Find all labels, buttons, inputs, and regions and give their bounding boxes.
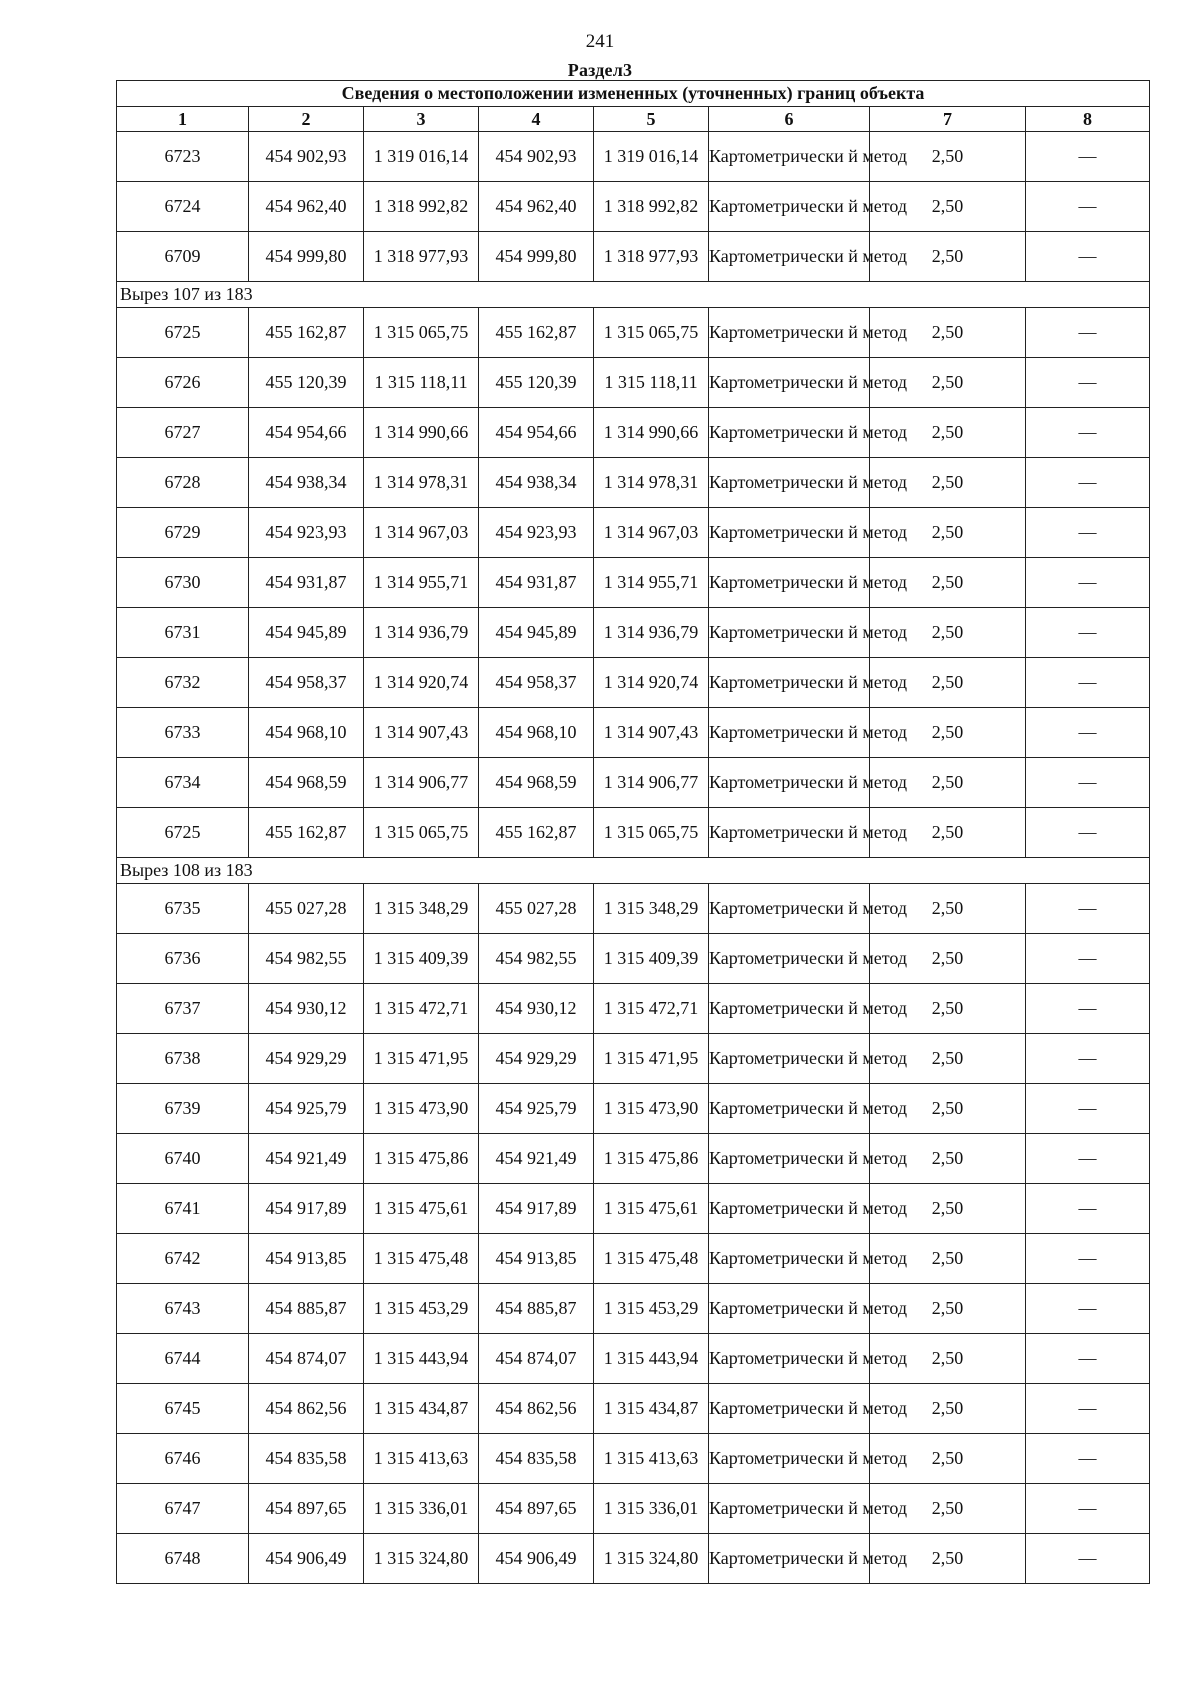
cell-method: Картометрически й метод [709,884,870,934]
cell-y-existing: 1 314 967,03 [364,508,479,558]
table-row [117,232,1150,282]
cell-x-new: 454 968,59 [479,758,594,808]
cell-accuracy: 2,50 [870,1384,1026,1434]
table-row [117,1084,1150,1134]
column-header: 5 [594,107,709,132]
cell-description: — [1026,884,1150,934]
cell-x-new: 454 835,58 [479,1434,594,1484]
group-header-row [117,858,1150,884]
cell-x-existing: 454 897,65 [249,1484,364,1534]
table-row [117,132,1150,182]
cell-accuracy: 2,50 [870,808,1026,858]
table-row [117,458,1150,508]
cell-accuracy: 2,50 [870,1234,1026,1284]
table-row [117,358,1150,408]
cell-method: Картометрически й метод [709,458,870,508]
cell-point-number: 6709 [117,232,249,282]
cell-accuracy: 2,50 [870,232,1026,282]
cell-y-existing: 1 314 907,43 [364,708,479,758]
table-row [117,408,1150,458]
cell-accuracy: 2,50 [870,658,1026,708]
cell-point-number: 6735 [117,884,249,934]
cell-description: — [1026,758,1150,808]
table-row [117,1384,1150,1434]
cell-point-number: 6726 [117,358,249,408]
column-header: 3 [364,107,479,132]
cell-accuracy: 2,50 [870,358,1026,408]
cell-point-number: 6734 [117,758,249,808]
cell-description: — [1026,1084,1150,1134]
cell-x-existing: 454 906,49 [249,1534,364,1584]
cell-y-new: 1 315 453,29 [594,1284,709,1334]
cell-method: Картометрически й метод [709,1134,870,1184]
cell-point-number: 6743 [117,1284,249,1334]
cell-y-new: 1 315 473,90 [594,1084,709,1134]
column-header: 2 [249,107,364,132]
group-label: Вырез 107 из 183 [117,282,1150,308]
cell-point-number: 6725 [117,808,249,858]
cell-method: Картометрически й метод [709,1034,870,1084]
cell-method: Картометрически й метод [709,1384,870,1434]
cell-x-existing: 454 885,87 [249,1284,364,1334]
table-row [117,984,1150,1034]
cell-x-existing: 454 999,80 [249,232,364,282]
cell-description: — [1026,408,1150,458]
cell-y-new: 1 319 016,14 [594,132,709,182]
table-row [117,1184,1150,1234]
cell-y-new: 1 318 992,82 [594,182,709,232]
cell-description: — [1026,182,1150,232]
cell-method: Картометрически й метод [709,984,870,1034]
cell-x-new: 454 923,93 [479,508,594,558]
cell-y-new: 1 315 065,75 [594,808,709,858]
cell-method: Картометрически й метод [709,1184,870,1234]
cell-point-number: 6744 [117,1334,249,1384]
cell-x-existing: 454 902,93 [249,132,364,182]
table-row [117,1434,1150,1484]
cell-point-number: 6730 [117,558,249,608]
cell-method: Картометрически й метод [709,608,870,658]
cell-x-existing: 454 931,87 [249,558,364,608]
cell-point-number: 6738 [117,1034,249,1084]
cell-accuracy: 2,50 [870,608,1026,658]
cell-accuracy: 2,50 [870,1134,1026,1184]
cell-y-new: 1 315 413,63 [594,1434,709,1484]
cell-x-existing: 454 954,66 [249,408,364,458]
cell-x-new: 454 897,65 [479,1484,594,1534]
table-row [117,884,1150,934]
cell-y-existing: 1 315 472,71 [364,984,479,1034]
cell-x-new: 454 968,10 [479,708,594,758]
cell-method: Картометрически й метод [709,232,870,282]
cell-y-new: 1 314 907,43 [594,708,709,758]
coordinates-table [116,80,1150,1584]
cell-y-existing: 1 315 348,29 [364,884,479,934]
cell-y-existing: 1 314 990,66 [364,408,479,458]
section-title: Раздел3 [567,60,633,80]
cell-x-existing: 454 945,89 [249,608,364,658]
cell-y-existing: 1 315 118,11 [364,358,479,408]
cell-y-new: 1 318 977,93 [594,232,709,282]
group-header-row [117,282,1150,308]
cell-point-number: 6731 [117,608,249,658]
cell-y-new: 1 315 434,87 [594,1384,709,1434]
cell-x-new: 454 906,49 [479,1534,594,1584]
cell-method: Картометрически й метод [709,658,870,708]
cell-x-existing: 454 917,89 [249,1184,364,1234]
cell-accuracy: 2,50 [870,758,1026,808]
cell-method: Картометрически й метод [709,1284,870,1334]
cell-accuracy: 2,50 [870,1484,1026,1534]
cell-y-existing: 1 314 955,71 [364,558,479,608]
cell-y-existing: 1 318 992,82 [364,182,479,232]
column-header: 4 [479,107,594,132]
cell-x-new: 454 999,80 [479,232,594,282]
cell-x-new: 455 162,87 [479,308,594,358]
cell-x-existing: 454 929,29 [249,1034,364,1084]
cell-point-number: 6746 [117,1434,249,1484]
cell-accuracy: 2,50 [870,1184,1026,1234]
cell-description: — [1026,508,1150,558]
column-header: 6 [709,107,870,132]
cell-y-new: 1 315 475,61 [594,1184,709,1234]
cell-y-existing: 1 314 936,79 [364,608,479,658]
cell-method: Картометрически й метод [709,1334,870,1384]
cell-point-number: 6739 [117,1084,249,1134]
cell-method: Картометрически й метод [709,1084,870,1134]
cell-x-new: 454 931,87 [479,558,594,608]
column-header: 7 [870,107,1026,132]
cell-description: — [1026,658,1150,708]
table-caption: Сведения о местоположении измененных (уточненных) границ объекта [117,81,1150,107]
cell-accuracy: 2,50 [870,1334,1026,1384]
cell-y-new: 1 314 978,31 [594,458,709,508]
cell-y-new: 1 315 118,11 [594,358,709,408]
cell-accuracy: 2,50 [870,708,1026,758]
cell-accuracy: 2,50 [870,508,1026,558]
cell-y-new: 1 315 471,95 [594,1034,709,1084]
cell-accuracy: 2,50 [870,132,1026,182]
cell-y-existing: 1 314 920,74 [364,658,479,708]
cell-y-new: 1 314 936,79 [594,608,709,658]
cell-x-new: 454 958,37 [479,658,594,708]
table-row [117,608,1150,658]
group-label: Вырез 108 из 183 [117,858,1150,884]
cell-description: — [1026,1484,1150,1534]
table-row [117,1484,1150,1534]
cell-x-new: 455 120,39 [479,358,594,408]
cell-y-existing: 1 314 978,31 [364,458,479,508]
cell-y-existing: 1 315 434,87 [364,1384,479,1434]
cell-point-number: 6747 [117,1484,249,1534]
cell-y-existing: 1 315 413,63 [364,1434,479,1484]
cell-x-existing: 454 962,40 [249,182,364,232]
cell-description: — [1026,132,1150,182]
cell-point-number: 6729 [117,508,249,558]
cell-y-existing: 1 319 016,14 [364,132,479,182]
cell-point-number: 6741 [117,1184,249,1234]
cell-description: — [1026,1284,1150,1334]
cell-description: — [1026,708,1150,758]
cell-x-existing: 454 938,34 [249,458,364,508]
cell-method: Картометрически й метод [709,132,870,182]
cell-x-existing: 454 958,37 [249,658,364,708]
cell-y-existing: 1 315 475,86 [364,1134,479,1184]
cell-x-existing: 455 162,87 [249,808,364,858]
cell-y-existing: 1 315 475,48 [364,1234,479,1284]
cell-point-number: 6745 [117,1384,249,1434]
cell-x-existing: 454 923,93 [249,508,364,558]
cell-accuracy: 2,50 [870,1534,1026,1584]
cell-y-new: 1 315 348,29 [594,884,709,934]
cell-accuracy: 2,50 [870,984,1026,1034]
cell-x-new: 454 982,55 [479,934,594,984]
cell-method: Картометрически й метод [709,1534,870,1584]
table-row [117,934,1150,984]
cell-y-existing: 1 318 977,93 [364,232,479,282]
cell-x-new: 455 027,28 [479,884,594,934]
table-row [117,1534,1150,1584]
cell-description: — [1026,1534,1150,1584]
table-row [117,308,1150,358]
cell-x-existing: 454 874,07 [249,1334,364,1384]
column-header: 8 [1026,107,1150,132]
cell-description: — [1026,608,1150,658]
cell-point-number: 6742 [117,1234,249,1284]
cell-y-existing: 1 315 443,94 [364,1334,479,1384]
cell-x-existing: 454 930,12 [249,984,364,1034]
cell-x-new: 454 929,29 [479,1034,594,1084]
table-row [117,758,1150,808]
cell-description: — [1026,1334,1150,1384]
cell-y-existing: 1 315 473,90 [364,1084,479,1134]
cell-x-new: 454 938,34 [479,458,594,508]
cell-point-number: 6723 [117,132,249,182]
cell-accuracy: 2,50 [870,558,1026,608]
cell-description: — [1026,1184,1150,1234]
cell-description: — [1026,934,1150,984]
cell-description: — [1026,458,1150,508]
cell-description: — [1026,1434,1150,1484]
cell-accuracy: 2,50 [870,884,1026,934]
cell-x-new: 454 913,85 [479,1234,594,1284]
cell-y-new: 1 315 472,71 [594,984,709,1034]
cell-x-existing: 455 120,39 [249,358,364,408]
cell-x-existing: 455 162,87 [249,308,364,358]
table-row [117,1034,1150,1084]
table-row [117,1284,1150,1334]
cell-point-number: 6736 [117,934,249,984]
cell-accuracy: 2,50 [870,182,1026,232]
cell-y-new: 1 315 443,94 [594,1334,709,1384]
cell-y-existing: 1 315 409,39 [364,934,479,984]
table-row [117,708,1150,758]
cell-x-new: 454 902,93 [479,132,594,182]
cell-y-existing: 1 314 906,77 [364,758,479,808]
cell-x-existing: 455 027,28 [249,884,364,934]
cell-method: Картометрически й метод [709,934,870,984]
cell-method: Картометрически й метод [709,558,870,608]
cell-accuracy: 2,50 [870,458,1026,508]
table-row [117,658,1150,708]
cell-description: — [1026,1234,1150,1284]
cell-method: Картометрически й метод [709,308,870,358]
cell-accuracy: 2,50 [870,1284,1026,1334]
cell-x-new: 454 874,07 [479,1334,594,1384]
cell-description: — [1026,308,1150,358]
table-row [117,182,1150,232]
cell-y-new: 1 315 409,39 [594,934,709,984]
table-row [117,1234,1150,1284]
cell-x-existing: 454 968,10 [249,708,364,758]
cell-point-number: 6732 [117,658,249,708]
cell-description: — [1026,1034,1150,1084]
cell-x-new: 454 954,66 [479,408,594,458]
cell-description: — [1026,232,1150,282]
cell-x-new: 454 885,87 [479,1284,594,1334]
cell-description: — [1026,808,1150,858]
cell-y-existing: 1 315 065,75 [364,808,479,858]
cell-description: — [1026,984,1150,1034]
cell-x-new: 455 162,87 [479,808,594,858]
cell-y-existing: 1 315 471,95 [364,1034,479,1084]
cell-point-number: 6727 [117,408,249,458]
cell-y-new: 1 315 475,48 [594,1234,709,1284]
cell-x-existing: 454 982,55 [249,934,364,984]
table-row [117,1334,1150,1384]
column-headers [117,107,1150,132]
cell-method: Картометрически й метод [709,508,870,558]
cell-accuracy: 2,50 [870,934,1026,984]
cell-x-existing: 454 968,59 [249,758,364,808]
cell-accuracy: 2,50 [870,408,1026,458]
cell-y-new: 1 315 324,80 [594,1534,709,1584]
column-header: 1 [117,107,249,132]
cell-method: Картометрически й метод [709,1484,870,1534]
cell-x-new: 454 930,12 [479,984,594,1034]
cell-x-new: 454 921,49 [479,1134,594,1184]
cell-x-existing: 454 921,49 [249,1134,364,1184]
cell-description: — [1026,1134,1150,1184]
cell-x-new: 454 917,89 [479,1184,594,1234]
cell-method: Картометрически й метод [709,808,870,858]
cell-method: Картометрически й метод [709,708,870,758]
cell-y-existing: 1 315 475,61 [364,1184,479,1234]
cell-method: Картометрически й метод [709,358,870,408]
table-body [117,132,1150,1584]
cell-accuracy: 2,50 [870,1084,1026,1134]
page-number: 241 [585,31,615,52]
cell-description: — [1026,558,1150,608]
cell-y-new: 1 315 336,01 [594,1484,709,1534]
cell-y-existing: 1 315 324,80 [364,1534,479,1584]
cell-point-number: 6728 [117,458,249,508]
cell-x-new: 454 945,89 [479,608,594,658]
cell-method: Картометрически й метод [709,408,870,458]
cell-y-new: 1 314 967,03 [594,508,709,558]
cell-y-existing: 1 315 065,75 [364,308,479,358]
cell-y-new: 1 314 920,74 [594,658,709,708]
cell-point-number: 6740 [117,1134,249,1184]
cell-x-existing: 454 913,85 [249,1234,364,1284]
cell-y-existing: 1 315 336,01 [364,1484,479,1534]
cell-description: — [1026,1384,1150,1434]
cell-description: — [1026,358,1150,408]
cell-point-number: 6737 [117,984,249,1034]
table-row [117,1134,1150,1184]
cell-point-number: 6724 [117,182,249,232]
cell-x-new: 454 862,56 [479,1384,594,1434]
cell-y-new: 1 314 955,71 [594,558,709,608]
cell-x-existing: 454 925,79 [249,1084,364,1134]
table-row [117,558,1150,608]
cell-point-number: 6725 [117,308,249,358]
cell-method: Картометрически й метод [709,1234,870,1284]
cell-accuracy: 2,50 [870,308,1026,358]
cell-y-new: 1 315 065,75 [594,308,709,358]
cell-y-new: 1 314 990,66 [594,408,709,458]
cell-y-new: 1 315 475,86 [594,1134,709,1184]
cell-x-new: 454 925,79 [479,1084,594,1134]
cell-method: Картометрически й метод [709,758,870,808]
cell-accuracy: 2,50 [870,1434,1026,1484]
cell-y-new: 1 314 906,77 [594,758,709,808]
cell-method: Картометрически й метод [709,1434,870,1484]
cell-y-existing: 1 315 453,29 [364,1284,479,1334]
cell-x-existing: 454 862,56 [249,1384,364,1434]
cell-point-number: 6733 [117,708,249,758]
table-row [117,508,1150,558]
cell-accuracy: 2,50 [870,1034,1026,1084]
cell-point-number: 6748 [117,1534,249,1584]
cell-x-new: 454 962,40 [479,182,594,232]
cell-method: Картометрически й метод [709,182,870,232]
cell-x-existing: 454 835,58 [249,1434,364,1484]
table-row [117,808,1150,858]
